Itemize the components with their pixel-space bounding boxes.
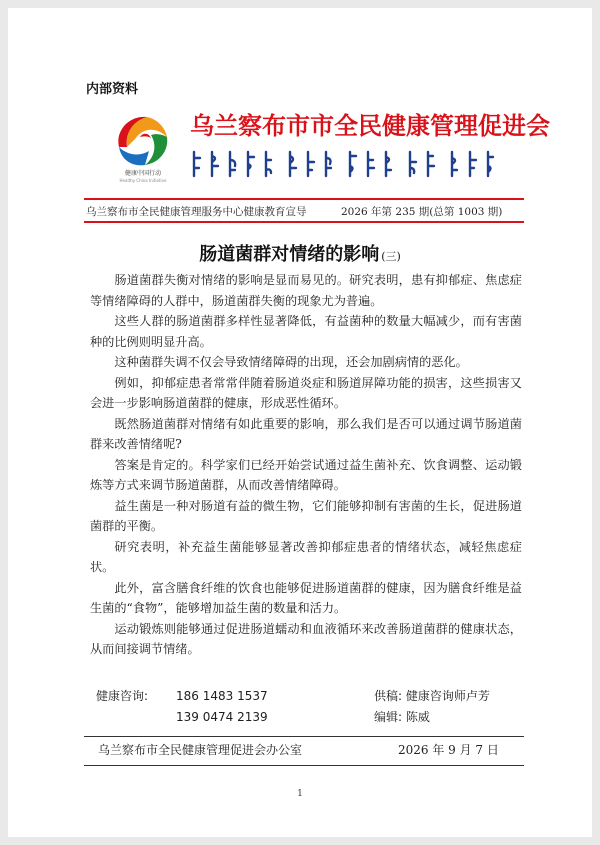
logo-caption-sub: Healthy China Initiative xyxy=(119,178,167,183)
masthead-rule-top xyxy=(84,198,524,200)
logo-caption xyxy=(108,168,178,183)
phone-number-2: 139 0474 2139 xyxy=(176,710,268,724)
masthead xyxy=(86,204,526,219)
paragraph: 研究表明，补充益生菌能够显著改善抑郁症患者的情绪状态，减轻焦虑症状。 xyxy=(90,539,522,574)
paragraph: 益生菌是一种对肠道有益的微生物，它们能够抑制有害菌的生长，促进肠道菌群的平衡。 xyxy=(90,498,522,533)
paragraph: 这些人群的肠道菌群多样性显著降低，有益菌种的数量大幅减少，而有害菌种的比例则明显升高。 xyxy=(90,314,522,349)
contact-credits xyxy=(374,686,490,728)
mongolian-script-title xyxy=(190,148,500,180)
footer-date: 2026 年 9 月 7 日 xyxy=(398,743,499,757)
author-name: 健康咨询师卢芳 xyxy=(405,689,490,703)
org-title: 乌兰察布市市全民健康管理促进会 xyxy=(190,112,550,140)
masthead-publisher: 乌兰察布市全民健康管理服务中心健康教育宣导 xyxy=(86,206,307,218)
document-page xyxy=(8,8,592,837)
paragraph: 这种菌群失调不仅会导致情绪障碍的出现，还会加剧病情的恶化。 xyxy=(114,355,468,369)
phone-number-1: 186 1483 1537 xyxy=(176,689,268,703)
article-title xyxy=(8,240,592,266)
contact-phones xyxy=(96,686,268,728)
footer-rule-bottom xyxy=(84,765,524,766)
logo-caption-text: 健康中国行动 xyxy=(124,170,161,177)
footer-office: 乌兰察布市全民健康管理促进会办公室 xyxy=(98,743,303,757)
article-title-part: (三) xyxy=(381,250,401,263)
page-number: 1 xyxy=(297,789,303,799)
footer xyxy=(98,741,518,758)
article-body xyxy=(90,270,522,660)
paragraph: 答案是肯定的。科学家们已经开始尝试通过益生菌补充、饮食调整、运动锻炼等方式来调节肠道菌群，从而改善情绪障碍。 xyxy=(90,457,522,492)
internal-label: 内部资料 xyxy=(86,82,139,97)
paragraph: 例如，抑郁症患者常常伴随着肠道炎症和肠道屏障功能的损害，这些损害又会进一步影响肠道菌群的健康，形成恶性循环。 xyxy=(90,375,522,410)
footer-rule-top xyxy=(84,736,524,737)
editor-label: 编辑: xyxy=(374,710,403,724)
masthead-rule-bottom xyxy=(84,221,524,223)
paragraph: 既然肠道菌群对情绪有如此重要的影响，那么我们是否可以通过调节肠道菌群来改善情绪呢? xyxy=(90,416,522,451)
phone-label: 健康咨询: xyxy=(96,689,149,703)
paragraph: 肠道菌群失衡对情绪的影响是显而易见的。研究表明，患有抑郁症、焦虑症等情绪障碍的人群中，肠道菌群失衡的现象尤为普遍。 xyxy=(90,273,522,308)
article-title-text: 肠道菌群对情绪的影响 xyxy=(199,244,380,265)
editor-name: 陈威 xyxy=(405,710,430,724)
paragraph: 此外，富含膳食纤维的饮食也能够促进肠道菌群的健康，因为膳食纤维是益生菌的“食物”，能够增加益生菌的数量和活力。 xyxy=(90,580,522,615)
masthead-issue: 2026 年第 235 期(总第 1003 期) xyxy=(341,206,503,218)
paragraph: 运动锻炼则能够通过促进肠道蠕动和血液循环来改善肠道菌群的健康状态，从而间接调节情绪。 xyxy=(90,621,522,656)
author-label: 供稿: xyxy=(374,689,403,703)
